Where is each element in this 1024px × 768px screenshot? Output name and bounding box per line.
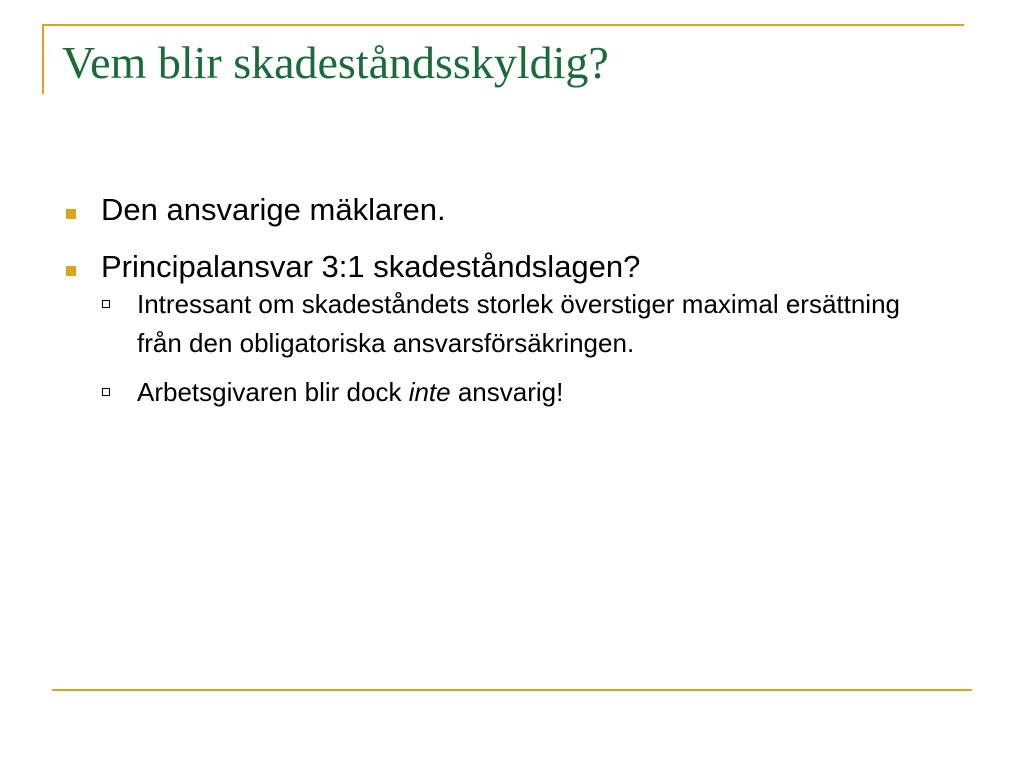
bullet-text: Principalansvar 3:1 skadeståndslagen?: [101, 249, 641, 284]
sub-bullet-item: [62, 285, 942, 363]
sub-bullet-item: [62, 373, 942, 412]
sub-bullet-text-start: Arbetsgivaren blir dock: [137, 377, 409, 407]
bullet-text: Den ansvarige mäklaren.: [101, 192, 446, 227]
hollow-square-bullet-icon: [102, 300, 110, 308]
top-horizontal-rule: [42, 24, 964, 26]
square-bullet-icon: [66, 266, 76, 276]
square-bullet-icon: [66, 209, 76, 219]
emphasis-text: inte: [408, 377, 451, 407]
slide-title: Vem blir skadeståndsskyldig?: [62, 37, 609, 88]
hollow-square-bullet-icon: [102, 388, 110, 396]
sub-bullet-text-end: ansvarig!: [450, 377, 564, 407]
bullet-item: [62, 190, 942, 230]
sub-bullet-text: [137, 377, 563, 407]
slide-body: [62, 190, 942, 422]
bullet-item: [62, 247, 942, 287]
top-vertical-rule: [42, 24, 44, 94]
sub-bullet-text: Intressant om skadeståndets storlek överstiger maximal ersättning från den obligatoriska ansvarsförsäkringen.: [137, 289, 901, 358]
bottom-horizontal-rule: [52, 689, 972, 691]
